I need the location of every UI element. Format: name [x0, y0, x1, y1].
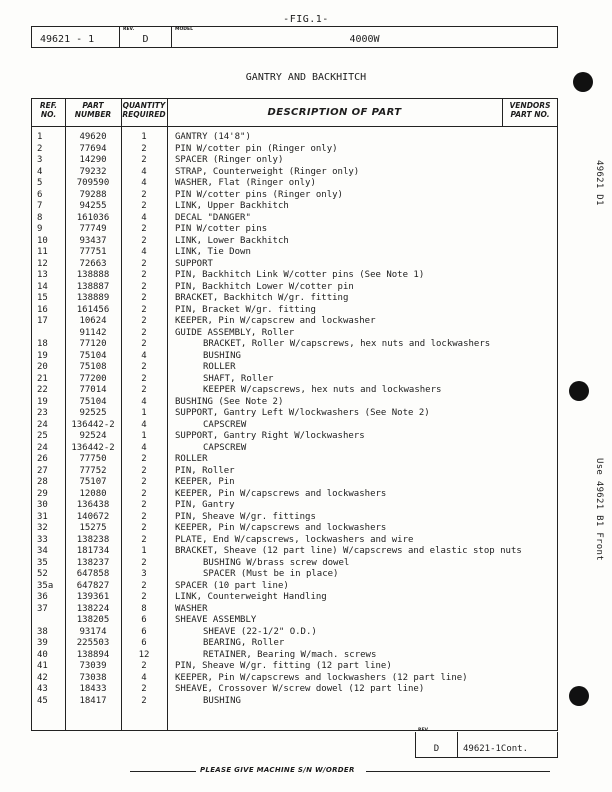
- row-description: BUSHING: [203, 350, 241, 361]
- row-part-number: 94255: [79, 201, 107, 211]
- table-row: [32, 489, 557, 501]
- row-description: BRACKET, Sheave (12 part line) W/capscrews and elastic stop nuts: [175, 546, 522, 556]
- row-ref-number: 16: [37, 304, 48, 315]
- row-part-number: 75108: [79, 362, 107, 372]
- row-ref-number: 19: [37, 396, 48, 407]
- row-part-number: 138889: [76, 293, 110, 303]
- table-row: [32, 512, 557, 524]
- table-row: [32, 362, 557, 374]
- row-quantity: 2: [141, 235, 147, 246]
- rev-caption: REV.: [123, 27, 135, 32]
- row-part-number: 77200: [79, 373, 107, 384]
- row-quantity: 4: [141, 396, 147, 407]
- row-description: BUSHING (See Note 2): [175, 396, 284, 407]
- row-part-number: 647858: [76, 569, 110, 579]
- header-box: [31, 26, 558, 48]
- row-part-number: 73039: [79, 661, 107, 671]
- row-part-number: 161036: [76, 212, 110, 223]
- row-part-number: 18433: [79, 684, 107, 694]
- row-ref-number: 45: [37, 695, 48, 706]
- row-description: BRACKET, Roller W/capscrews, hex nuts and lockwashers: [203, 339, 491, 349]
- row-description: SUPPORT, Gantry Left W/lockwashers (See Note 2): [175, 408, 430, 418]
- row-ref-number: 13: [37, 270, 48, 280]
- footer-rule-right: [366, 771, 550, 772]
- row-quantity: 2: [141, 385, 147, 395]
- model-cell: [172, 27, 557, 47]
- row-part-number: 77120: [79, 339, 107, 349]
- row-ref-number: 36: [37, 592, 48, 602]
- row-quantity: 2: [141, 362, 147, 372]
- row-description: PIN W/cotter pin (Ringer only): [175, 143, 338, 154]
- row-description: BUSHING: [203, 695, 241, 706]
- row-part-number: 138888: [76, 270, 110, 280]
- row-description: LINK, Lower Backhitch: [175, 235, 289, 246]
- row-ref-number: 9: [37, 224, 43, 234]
- table-row: [32, 477, 557, 489]
- table-row: [32, 696, 557, 708]
- row-ref-number: 22: [37, 385, 48, 395]
- row-description: LINK, Counterweight Handling: [175, 592, 327, 602]
- row-ref-number: 31: [37, 511, 48, 522]
- row-quantity: 2: [141, 270, 147, 280]
- row-part-number: 77749: [79, 224, 107, 234]
- table-row: [32, 213, 557, 225]
- row-quantity: 2: [141, 281, 147, 292]
- row-ref-number: 28: [37, 477, 48, 487]
- row-description: PIN, Gantry: [175, 500, 235, 510]
- col-header-qty: QUANTITY REQUIRED: [122, 101, 166, 119]
- row-ref-number: 26: [37, 454, 48, 464]
- row-description: SPACER (Ringer only): [175, 155, 284, 165]
- row-quantity: 1: [141, 408, 147, 418]
- row-part-number: 77752: [79, 465, 107, 476]
- row-description: DECAL "DANGER": [175, 212, 251, 223]
- row-quantity: 2: [141, 511, 147, 522]
- row-part-number: 138894: [76, 649, 110, 660]
- row-description: PIN, Backhitch Lower W/cotter pin: [175, 281, 354, 292]
- row-description: KEEPER, Pin W/capscrews and lockwashers (12 part line): [175, 672, 468, 683]
- punch-hole-middle: [569, 381, 589, 401]
- row-part-number: 75107: [79, 477, 107, 487]
- row-part-number: 73038: [79, 672, 107, 683]
- row-part-number: 77014: [79, 385, 107, 395]
- row-ref-number: 4: [37, 166, 43, 177]
- table-row: [32, 328, 557, 340]
- row-part-number: 138238: [76, 534, 110, 545]
- row-quantity: 6: [141, 615, 147, 625]
- row-quantity: 2: [141, 339, 147, 349]
- row-quantity: 1: [141, 132, 147, 142]
- row-quantity: 2: [141, 557, 147, 568]
- row-description: PIN, Sheave W/gr. fitting (12 part line): [175, 661, 392, 671]
- row-part-number: 12080: [79, 488, 107, 499]
- row-ref-number: 24: [37, 442, 48, 453]
- table-row: [32, 259, 557, 271]
- row-quantity: 2: [141, 534, 147, 545]
- side-code-top: 49621 D1: [594, 160, 604, 206]
- row-quantity: 2: [141, 143, 147, 154]
- row-description: LINK, Upper Backhitch: [175, 201, 289, 211]
- row-description: KEEPER, Pin W/capscrew and lockwasher: [175, 316, 376, 326]
- table-row: [32, 305, 557, 317]
- row-part-number: 181734: [76, 546, 110, 556]
- row-quantity: 2: [141, 695, 147, 706]
- row-quantity: 2: [141, 316, 147, 326]
- row-description: ROLLER: [203, 362, 236, 372]
- row-part-number: 93437: [79, 235, 107, 246]
- row-ref-number: 39: [37, 638, 48, 648]
- row-description: CAPSCREW: [203, 419, 247, 430]
- row-description: GANTRY (14'8"): [175, 132, 251, 142]
- footer-rev-box: [415, 728, 558, 758]
- row-description: BEARING, Roller: [203, 638, 285, 648]
- row-description: KEEPER W/capscrews, hex nuts and lockwashers: [203, 385, 442, 395]
- row-ref-number: 21: [37, 373, 48, 384]
- row-ref-number: 30: [37, 500, 48, 510]
- row-part-number: 92524: [79, 431, 107, 441]
- row-quantity: 2: [141, 373, 147, 384]
- row-ref-number: 18: [37, 339, 48, 349]
- row-quantity: 1: [141, 431, 147, 441]
- table-row: [32, 454, 557, 466]
- table-row: [32, 431, 557, 443]
- table-row: [32, 684, 557, 696]
- row-description: SHEAVE (22-1/2" O.D.): [203, 626, 317, 637]
- row-part-number: 15275: [79, 523, 107, 533]
- row-description: STRAP, Counterweight (Ringer only): [175, 166, 360, 177]
- table-row: [32, 167, 557, 179]
- row-part-number: 140672: [76, 511, 110, 522]
- table-row: [32, 132, 557, 144]
- row-description: GUIDE ASSEMBLY, Roller: [175, 327, 295, 338]
- footer-note: [130, 766, 550, 776]
- row-part-number: 77750: [79, 454, 107, 464]
- row-part-number: 18417: [79, 695, 107, 706]
- table-row: [32, 443, 557, 455]
- row-quantity: 4: [141, 166, 147, 177]
- table-row: [32, 592, 557, 604]
- table-row: [32, 604, 557, 616]
- row-description: PIN, Backhitch Link W/cotter pins (See Note 1): [175, 270, 425, 280]
- row-part-number: 136442-2: [71, 419, 115, 430]
- row-quantity: 1: [141, 546, 147, 556]
- row-description: KEEPER, Pin: [175, 477, 235, 487]
- table-row: [32, 523, 557, 535]
- row-part-number: 138887: [76, 281, 110, 292]
- table-row: [32, 270, 557, 282]
- figure-label: -FIG.1-: [283, 14, 329, 25]
- model-caption: MODEL: [175, 27, 193, 32]
- row-ref-number: 14: [37, 281, 48, 292]
- row-quantity: 3: [141, 569, 147, 579]
- table-row: [32, 661, 557, 673]
- row-quantity: 2: [141, 661, 147, 671]
- row-part-number: 93174: [79, 626, 107, 637]
- row-quantity: 2: [141, 201, 147, 211]
- row-quantity: 6: [141, 626, 147, 637]
- table-row: [32, 282, 557, 294]
- row-part-number: 161456: [76, 304, 110, 315]
- row-description: PIN W/cotter pins: [175, 224, 268, 234]
- row-part-number: 647827: [76, 580, 110, 591]
- row-part-number: 138205: [76, 615, 110, 625]
- row-description: KEEPER, Pin W/capscrews and lockwashers: [175, 488, 387, 499]
- row-ref-number: 41: [37, 661, 48, 671]
- row-quantity: 4: [141, 442, 147, 453]
- row-quantity: 2: [141, 304, 147, 315]
- table-row: [32, 374, 557, 386]
- row-part-number: 225503: [76, 638, 110, 648]
- row-description: RETAINER, Bearing W/mach. screws: [203, 649, 377, 660]
- row-ref-number: 40: [37, 649, 48, 660]
- row-quantity: 6: [141, 638, 147, 648]
- table-row: [32, 408, 557, 420]
- row-quantity: 2: [141, 327, 147, 338]
- row-ref-number: 2: [37, 143, 43, 154]
- row-description: SUPPORT, Gantry Right W/lockwashers: [175, 431, 365, 441]
- row-description: PIN W/cotter pins (Ringer only): [175, 189, 343, 200]
- row-part-number: 77694: [79, 143, 107, 154]
- row-ref-number: 35: [37, 557, 48, 568]
- doc-number-cell: [32, 27, 120, 47]
- row-description: SHAFT, Roller: [203, 373, 274, 384]
- row-quantity: 2: [141, 592, 147, 602]
- row-quantity: 4: [141, 419, 147, 430]
- row-description: CAPSCREW: [203, 442, 247, 453]
- row-quantity: 2: [141, 477, 147, 487]
- row-part-number: 75104: [79, 350, 107, 361]
- table-row: [32, 650, 557, 662]
- table-row: [32, 466, 557, 478]
- table-row: [32, 224, 557, 236]
- row-ref-number: 33: [37, 534, 48, 545]
- col-header-desc: DESCRIPTION OF PART: [267, 107, 402, 118]
- row-quantity: 2: [141, 465, 147, 476]
- row-part-number: 138224: [76, 603, 110, 614]
- footer-rev-caption: REV.: [418, 728, 430, 733]
- row-quantity: 2: [141, 488, 147, 499]
- row-quantity: 2: [141, 500, 147, 510]
- row-ref-number: 3: [37, 155, 43, 165]
- row-quantity: 2: [141, 189, 147, 200]
- row-part-number: 72663: [79, 258, 107, 269]
- row-ref-number: 19: [37, 350, 48, 361]
- row-description: ROLLER: [175, 454, 208, 464]
- row-quantity: 2: [141, 580, 147, 591]
- table-row: [32, 500, 557, 512]
- row-description: PIN, Bracket W/gr. fitting: [175, 304, 316, 315]
- row-description: SPACER (Must be in place): [203, 569, 339, 579]
- row-ref-number: 32: [37, 523, 48, 533]
- parts-table: [31, 98, 558, 731]
- row-ref-number: 35a: [37, 580, 54, 591]
- header-divider: [32, 126, 557, 127]
- table-row: [32, 581, 557, 593]
- row-quantity: 2: [141, 523, 147, 533]
- row-quantity: 2: [141, 684, 147, 694]
- row-part-number: 136438: [76, 500, 110, 510]
- table-row: [32, 293, 557, 305]
- table-row: [32, 316, 557, 328]
- row-quantity: 4: [141, 212, 147, 223]
- table-row: [32, 546, 557, 558]
- row-part-number: 709590: [76, 178, 110, 188]
- row-description: PLATE, End W/capscrews, lockwashers and wire: [175, 534, 414, 545]
- table-row: [32, 190, 557, 202]
- row-ref-number: 20: [37, 362, 48, 372]
- row-ref-number: 11: [37, 247, 48, 257]
- row-part-number: 138237: [76, 557, 110, 568]
- row-quantity: 8: [141, 603, 147, 614]
- row-description: SPACER (10 part line): [175, 580, 289, 591]
- row-description: KEEPER, Pin W/capscrews and lockwashers: [175, 523, 387, 533]
- row-ref-number: 7: [37, 201, 43, 211]
- table-row: [32, 247, 557, 259]
- col-header-part: PART NUMBER: [74, 101, 112, 119]
- row-quantity: 2: [141, 155, 147, 165]
- row-part-number: 92525: [79, 408, 107, 418]
- table-row: [32, 201, 557, 213]
- row-part-number: 136442-2: [71, 442, 115, 453]
- row-ref-number: 43: [37, 684, 48, 694]
- row-ref-number: 38: [37, 626, 48, 637]
- table-row: [32, 420, 557, 432]
- row-description: BRACKET, Backhitch W/gr. fitting: [175, 293, 349, 303]
- row-description: WASHER: [175, 603, 208, 614]
- table-row: [32, 155, 557, 167]
- row-description: BUSHING W/brass screw dowel: [203, 557, 350, 568]
- footer-note-text: PLEASE GIVE MACHINE S/N W/ORDER: [200, 766, 355, 774]
- row-quantity: 2: [141, 224, 147, 234]
- row-description: SHEAVE ASSEMBLY: [175, 615, 257, 625]
- row-ref-number: 27: [37, 465, 48, 476]
- row-ref-number: 8: [37, 212, 43, 223]
- row-description: PIN, Roller: [175, 465, 235, 476]
- row-description: WASHER, Flat (Ringer only): [175, 178, 316, 188]
- doc-number: 49621 - 1: [40, 34, 95, 45]
- row-ref-number: 15: [37, 293, 48, 303]
- row-ref-number: 34: [37, 546, 48, 556]
- punch-hole-bottom: [569, 686, 589, 706]
- row-description: PIN, Sheave W/gr. fittings: [175, 511, 316, 522]
- row-ref-number: 52: [37, 569, 48, 579]
- row-description: SHEAVE, Crossover W/screw dowel (12 part line): [175, 684, 425, 694]
- model-value: 4000W: [349, 34, 380, 45]
- table-row: [32, 351, 557, 363]
- table-row: [32, 558, 557, 570]
- row-quantity: 4: [141, 247, 147, 257]
- row-part-number: 49620: [79, 132, 107, 142]
- row-ref-number: 6: [37, 189, 43, 200]
- table-row: [32, 236, 557, 248]
- table-row: [32, 397, 557, 409]
- row-quantity: 2: [141, 293, 147, 303]
- table-row: [32, 673, 557, 685]
- row-ref-number: 12: [37, 258, 48, 269]
- table-row: [32, 339, 557, 351]
- footer-doc-number: 49621-1Cont.: [463, 744, 529, 754]
- page-title: GANTRY AND BACKHITCH: [245, 72, 367, 83]
- row-part-number: 91142: [79, 327, 107, 338]
- row-ref-number: 24: [37, 419, 48, 430]
- footer-rev-divider: [457, 732, 458, 757]
- row-description: LINK, Tie Down: [175, 247, 251, 257]
- row-ref-number: 29: [37, 488, 48, 499]
- col-header-ref: REF. NO.: [39, 101, 58, 119]
- table-row: [32, 627, 557, 639]
- row-ref-number: 1: [37, 132, 43, 142]
- table-row: [32, 569, 557, 581]
- table-row: [32, 144, 557, 156]
- row-ref-number: 25: [37, 431, 48, 441]
- table-row: [32, 638, 557, 650]
- row-ref-number: 23: [37, 408, 48, 418]
- row-quantity: 2: [141, 258, 147, 269]
- table-row: [32, 385, 557, 397]
- row-part-number: 14290: [79, 155, 107, 165]
- row-ref-number: 17: [37, 316, 48, 326]
- side-code-middle: Use 49621 B1 Front: [594, 458, 604, 561]
- row-quantity: 4: [141, 350, 147, 361]
- row-ref-number: 10: [37, 235, 48, 246]
- punch-hole-top: [573, 72, 593, 92]
- row-part-number: 77751: [79, 247, 107, 257]
- footer-rev-value: D: [433, 744, 440, 754]
- table-row: [32, 535, 557, 547]
- rev-value: D: [142, 34, 149, 45]
- row-ref-number: 37: [37, 603, 48, 614]
- row-quantity: 2: [141, 454, 147, 464]
- footer-rule-left: [130, 771, 196, 772]
- table-row: [32, 615, 557, 627]
- row-ref-number: 42: [37, 672, 48, 683]
- rev-cell: [120, 27, 172, 47]
- row-description: SUPPORT: [175, 258, 213, 269]
- row-part-number: 75104: [79, 396, 107, 407]
- row-quantity: 4: [141, 672, 147, 683]
- col-header-vendor: VENDORS PART NO.: [509, 101, 551, 119]
- row-ref-number: 5: [37, 178, 43, 188]
- row-part-number: 10624: [79, 316, 107, 326]
- row-part-number: 79288: [79, 189, 107, 200]
- table-row: [32, 178, 557, 190]
- row-quantity: 4: [141, 178, 147, 188]
- row-part-number: 139361: [76, 592, 110, 602]
- row-part-number: 79232: [79, 166, 107, 177]
- row-quantity: 12: [138, 649, 150, 660]
